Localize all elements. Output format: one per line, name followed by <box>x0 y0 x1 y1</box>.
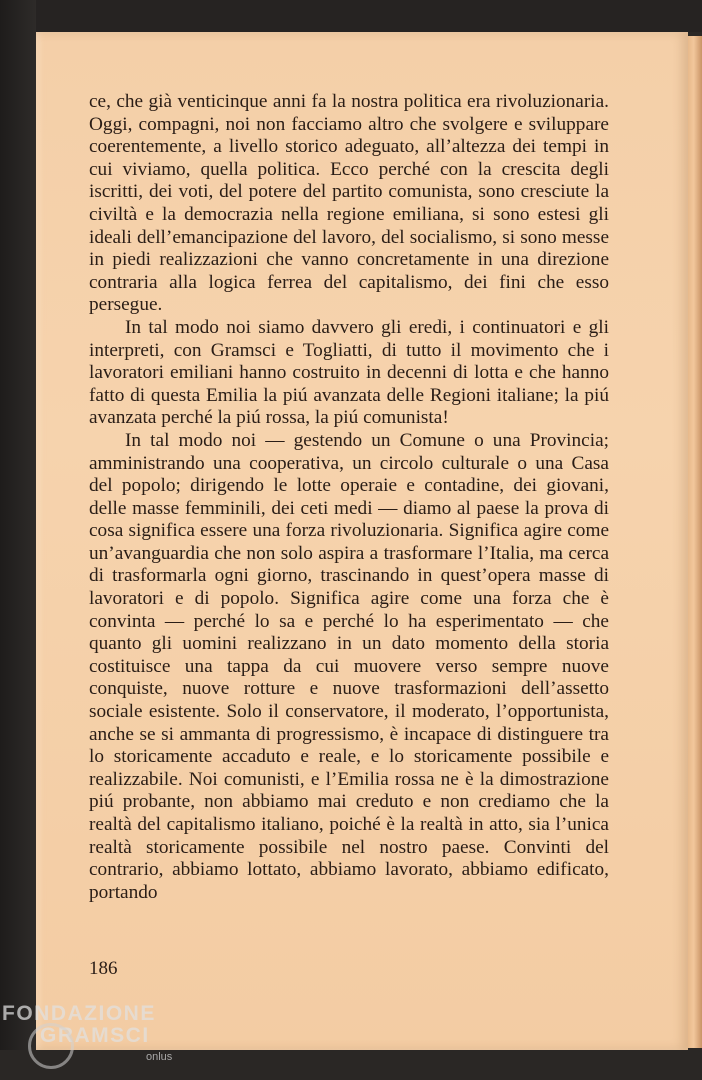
page-edge <box>688 36 702 1048</box>
watermark-onlus: onlus <box>146 1051 173 1063</box>
paragraph-1: ce, che già venticinque anni fa la nostra politica era rivoluzionaria. Oggi, compagni, noi non facciamo altro che svolgere e sviluppare coerentemente, a livello storico adeguato, all’altezza dei tempi in cui viviamo, quella politica. Ecco perché con la crescita degli iscritti, dei voti, del potere del partito comunista, sono cresciute la civiltà e la democrazia nella regione emiliana, si sono estesi gli ideali dell’emancipazione del lavoro, del socialismo, si sono messe in piedi realizzazioni che vanno concretamente in una direzione contraria alla logica ferrea del capitalismo, dei fini che esso persegue. <box>89 91 609 316</box>
page-number: 186 <box>89 958 118 979</box>
watermark-line-1: FONDAZIONE <box>2 1002 156 1025</box>
body-text <box>89 91 609 904</box>
scan-background-left <box>0 0 36 1080</box>
watermark-logo-icon <box>28 1023 74 1069</box>
fondazione-gramsci-watermark <box>2 1002 173 1063</box>
paragraph-3: In tal modo noi — gestendo un Comune o una Provincia; amministrando una cooperativa, un circolo culturale o una Casa del popolo; dirigendo le lotte operaie e contadine, dei giovani, delle masse femminili, dei ceti medi — diamo al paese la prova di cosa significa essere una forza rivoluzionaria. Significa agire come un’avanguardia che non solo aspira a trasformare l’Italia, ma cerca di trasformarla ogni giorno, trascinando in quest’opera masse di lavoratori e di popolo. Significa agire come una forza che è convinta — perché lo sa e perché lo ha esperimentato — che quanto gli uomini realizzano in un dato momento della storia costituisce una tappa da cui muovere verso sempre nuove conquiste, nuove rotture e nuove trasformazioni dell’assetto sociale esistente. Solo il conservatore, il moderato, l’opportunista, anche se si ammanta di progressismo, è incapace di distinguere tra lo storicamente accaduto e reale, e lo storicamente possibile e realizzabile. Noi comunisti, e l’Emilia rossa ne è la dimostrazione piú probante, non abbiamo mai creduto e non crediamo che la realtà del capitalismo italiano, poiché è la realtà in atto, sia l’unica realtà storicamente possibile nel nostro paese. Convinti del contrario, abbiamo lottato, abbiamo lavorato, abbiamo edificato, portando <box>89 429 609 903</box>
paragraph-2: In tal modo noi siamo davvero gli eredi, i continuatori e gli interpreti, con Gramsci e Togliatti, di tutto il movimento che i lavoratori emiliani hanno costruito in decenni di lotta e che hanno fatto di questa Emilia la piú avanzata delle Regioni italiane; la piú avanzata perché la piú rossa, la piú comunista! <box>89 316 609 429</box>
watermark-line-2: GRAMSCI <box>40 1024 150 1047</box>
scan-background-top <box>0 0 702 32</box>
scan-background-bottom <box>0 1050 702 1080</box>
